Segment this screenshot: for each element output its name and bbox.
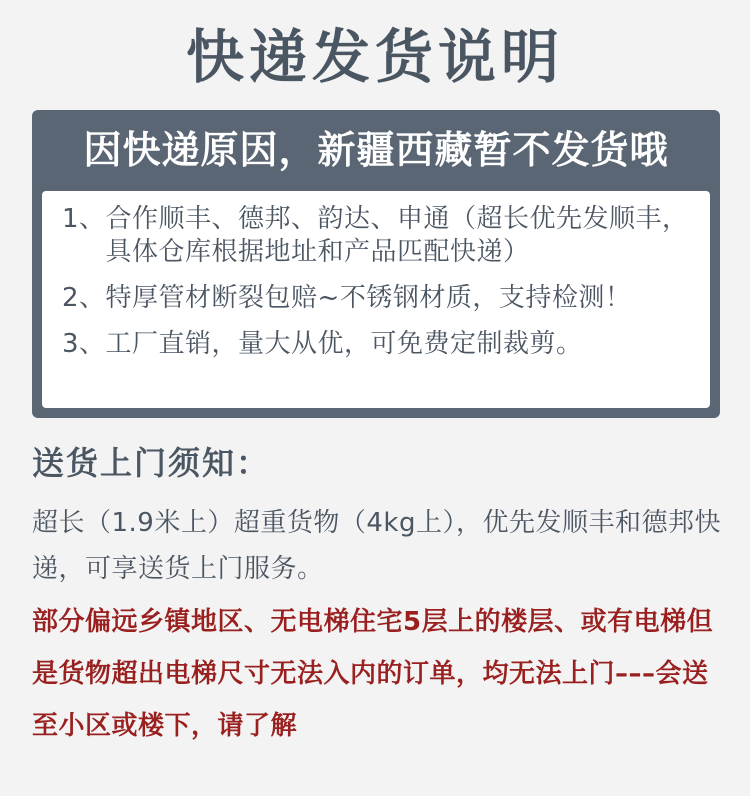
- notice-item-text: 特厚管材断裂包赔~不锈钢材质，支持检测！: [105, 283, 632, 313]
- notice-item-1: [62, 203, 690, 269]
- notice-item-3: [62, 328, 690, 361]
- notice-box: [32, 110, 720, 418]
- delivery-info-text: 超长（1.9米上）超重货物（4kg上），优先发顺丰和德邦快递，可享送货上门服务。: [32, 508, 721, 584]
- notice-header: 因快递原因，新疆西藏暂不发货哦: [83, 128, 669, 172]
- page-title: 快递发货说明: [185, 23, 564, 91]
- notice-item-number: 2、: [62, 283, 106, 313]
- notice-item-number: 1、: [62, 204, 106, 234]
- notice-item-2: [62, 282, 690, 315]
- notice-item-text: 工厂直销，量大从优，可免费定制裁剪。: [105, 329, 583, 359]
- notice-item-text: 合作顺丰、德邦、韵达、申通（超长优先发顺丰，具体仓库根据地址和产品匹配快递）: [105, 204, 689, 267]
- delivery-warning-text: 部分偏远乡镇地区、无电梯住宅5层上的楼层、或有电梯但是货物超出电梯尺寸无法入内的订单，均无法上门–––会送至小区或楼下，请了解: [32, 607, 714, 741]
- notice-list: [42, 191, 710, 408]
- delivery-section-title: 送货上门须知：: [32, 444, 271, 482]
- notice-item-number: 3、: [62, 329, 106, 359]
